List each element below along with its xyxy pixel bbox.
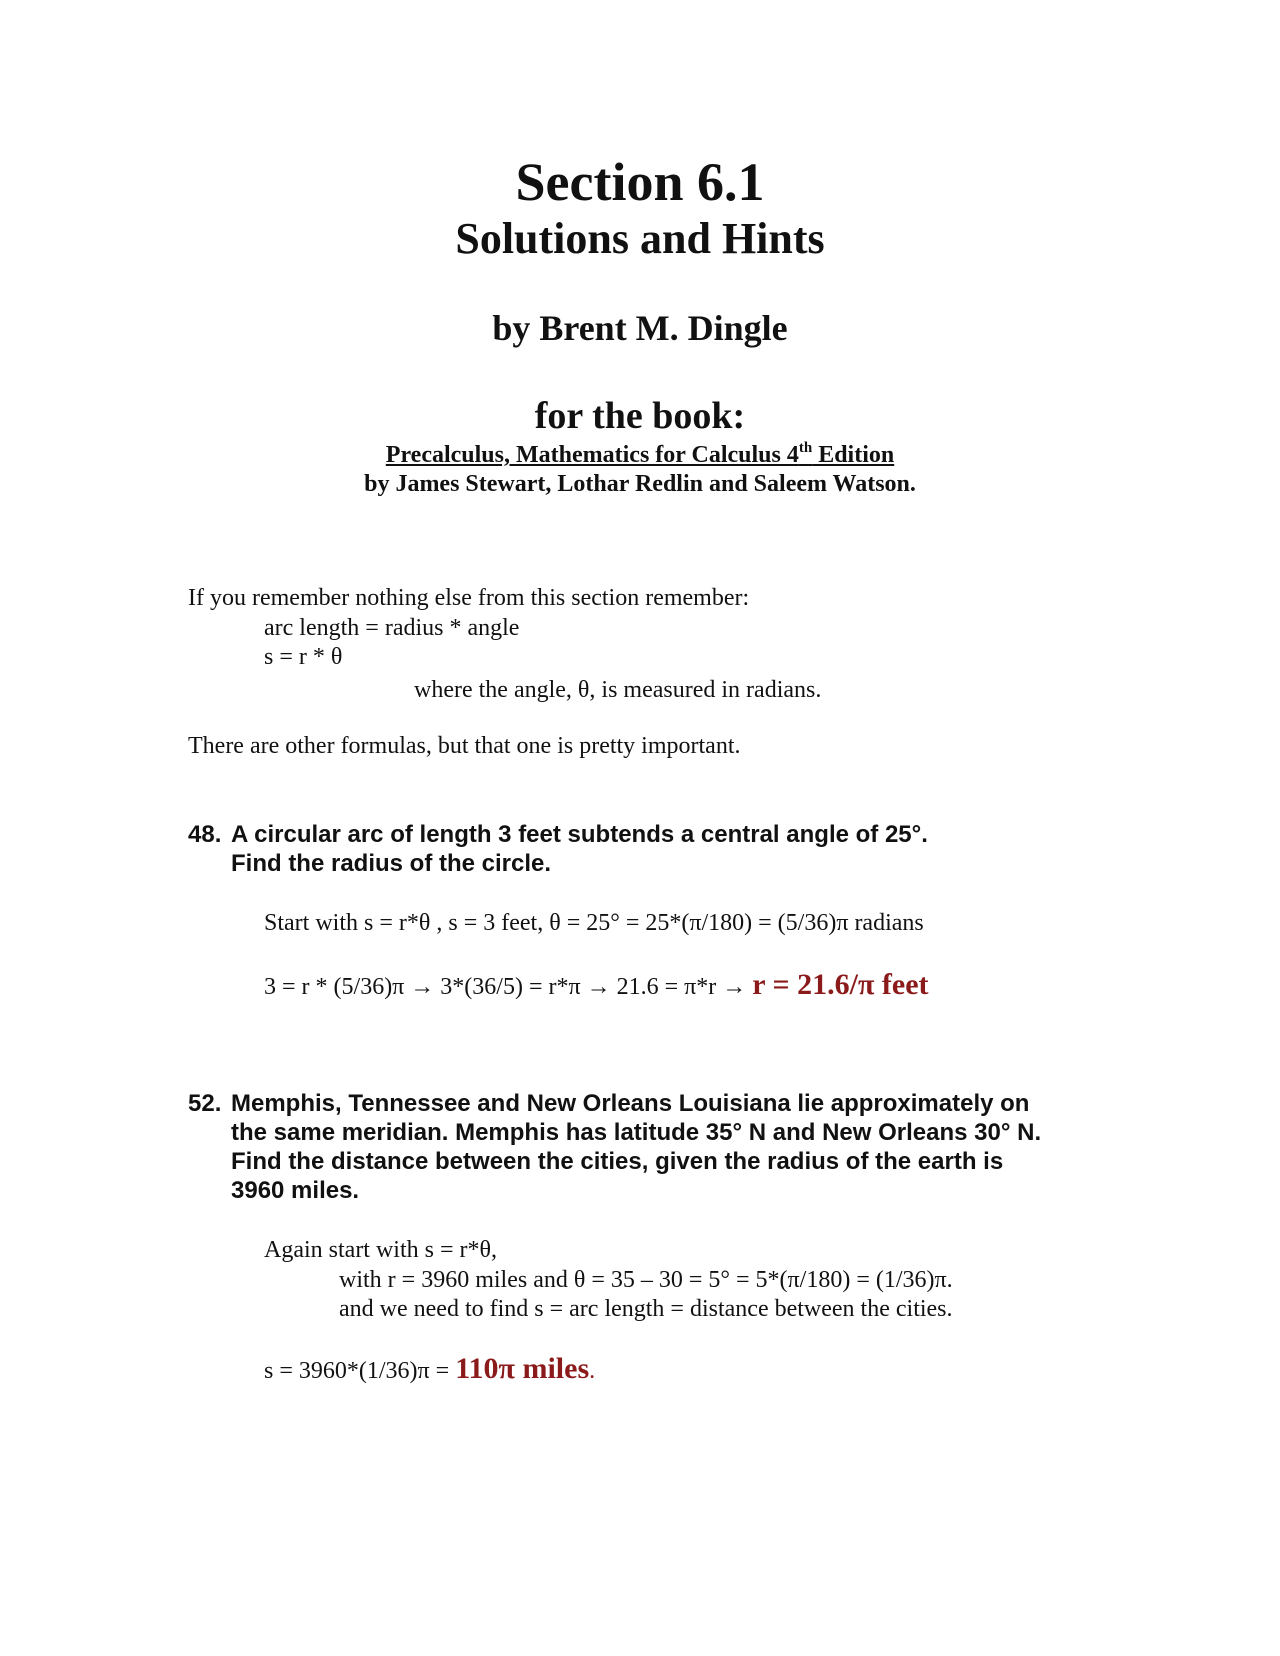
solution-step-text: s = 3960*(1/36)π =: [264, 1358, 456, 1384]
final-answer: 110π miles: [455, 1352, 590, 1385]
solution-step: with r = 3960 miles and θ = 35 – 30 = 5° = 5*(π/180) = (1/36)π.: [339, 1267, 953, 1293]
solution-step: Start with s = r*θ , s = 3 feet, θ = 25° = 25*(π/180) = (5/36)π radians: [264, 910, 924, 936]
problem-question-line: the same meridian. Memphis has latitude 35° N and New Orleans 30° N.: [231, 1119, 1042, 1146]
problem-question-line: A circular arc of length 3 feet subtends a central angle of 25°.: [231, 821, 928, 848]
problem-question-line: Memphis, Tennessee and New Orleans Louisiana lie approximately on: [231, 1090, 1030, 1117]
page-subtitle: Solutions and Hints: [455, 214, 825, 263]
solution-step: Again start with s = r*θ,: [264, 1237, 498, 1263]
problem-number: 48.: [188, 821, 222, 848]
intro-line: If you remember nothing else from this section remember:: [188, 585, 750, 611]
page-title: Section 6.1: [515, 152, 765, 212]
book-title-edition: Edition: [812, 442, 895, 468]
for-book-heading: for the book:: [534, 395, 746, 437]
problem-question-line: 3960 miles.: [231, 1177, 360, 1204]
solution-step: [264, 968, 929, 1001]
solution-step-text: 3 = r * (5/36)π → 3*(36/5) = r*π → 21.6 = π*r →: [264, 974, 753, 1000]
problem-number: 52.: [188, 1090, 222, 1117]
answer-period: .: [589, 1358, 596, 1384]
formula-symbols: s = r * θ: [264, 644, 343, 670]
solution-step: and we need to find s = arc length = distance between the cities.: [339, 1296, 953, 1322]
intro-closing: There are other formulas, but that one is pretty important.: [188, 733, 741, 759]
book-title-main: Precalculus, Mathematics for Calculus 4: [385, 442, 799, 468]
book-title-superscript: th: [798, 440, 813, 456]
problem-question-line: Find the distance between the cities, given the radius of the earth is: [231, 1148, 1004, 1175]
book-authors: by James Stewart, Lothar Redlin and Saleem Watson.: [364, 471, 916, 497]
book-title: [0, 441, 1280, 469]
solution-step: [264, 1352, 596, 1385]
formula-words: arc length = radius * angle: [264, 615, 520, 641]
author-byline: by Brent M. Dingle: [492, 308, 788, 348]
final-answer: r = 21.6/π feet: [752, 968, 929, 1001]
formula-note: where the angle, θ, is measured in radians.: [414, 677, 822, 703]
problem-question-line: Find the radius of the circle.: [231, 850, 552, 877]
